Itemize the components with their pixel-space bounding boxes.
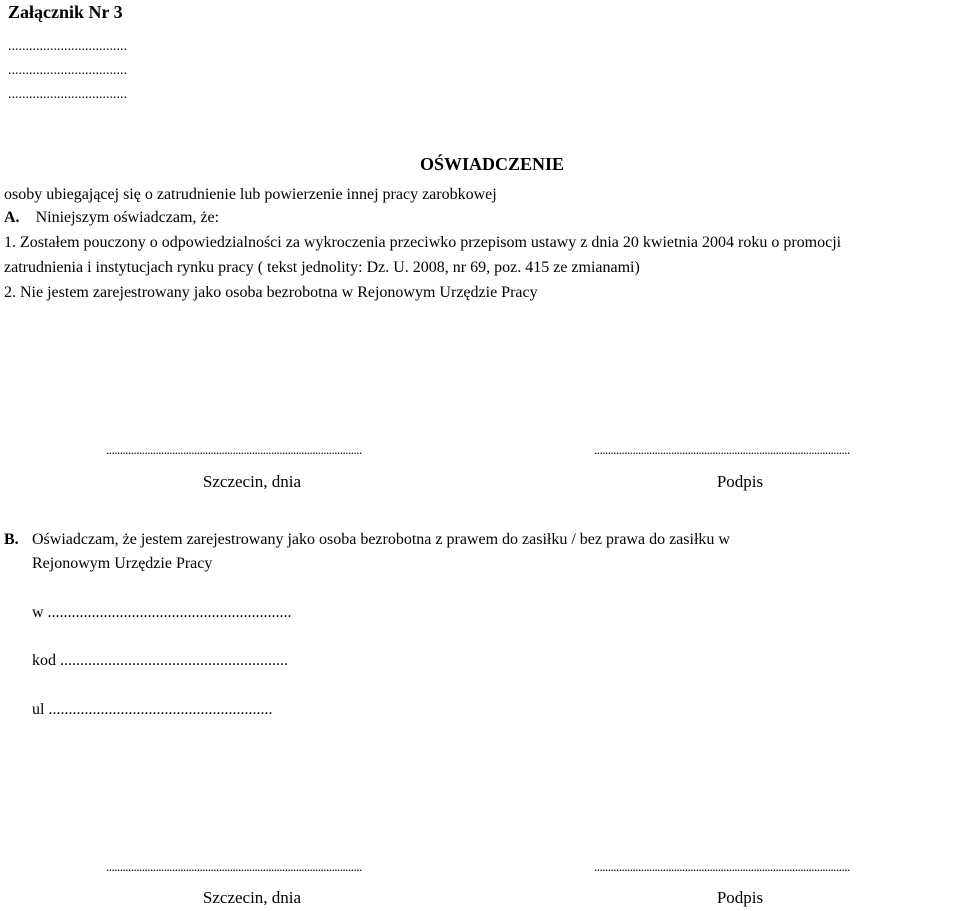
signature-b-date-label: Szczecin, dnia [202,888,302,907]
section-b-text-line2: Rejonowym Urzędzie Pracy [32,555,213,572]
signature-b-date-dots: ............................................................................................. [106,860,362,873]
document-subtitle: osoby ubiegającej się o zatrudnienie lub powierzenie innej pracy zarobkowej [4,186,497,203]
section-b-field-kod: kod ......................................................... [32,652,288,669]
top-dots-line-2: .................................. [8,63,127,78]
signature-a-date-label: Szczecin, dnia [202,472,302,491]
section-a-intro: Niniejszym oświadczam, że: [35,209,220,226]
section-a-item1-line2: zatrudnienia i instytucjach rynku pracy ( tekst jednolity: Dz. U. 2008, nr 69, poz. 415 ze zmianami) [4,259,640,276]
document-title: OŚWIADCZENIE [420,154,565,174]
section-b-field-ul: ul ........................................................ [32,701,273,718]
signature-b-sign-dots: ............................................................................................. [594,860,850,873]
top-dots-line-1: .................................. [8,39,127,54]
signature-a-sign-dots: ............................................................................................. [594,443,850,456]
top-dots-line-3: .................................. [8,87,127,102]
section-a-intro-line [4,210,219,226]
section-a-item2: 2. Nie jestem zarejestrowany jako osoba bezrobotna w Rejonowym Urzędzie Pracy [4,284,538,301]
signature-a-sign-label: Podpis [716,472,764,491]
section-a-item1-line1: 1. Zostałem pouczony o odpowiedzialności za wykroczenia przeciwko przepisom ustawy z dnia 20 kwietnia 2004 roku o promocji [4,234,842,251]
annex-label: Załącznik Nr 3 [8,2,123,22]
section-b-field-w: w ............................................................. [32,604,292,621]
section-a-label: A. [4,209,20,226]
signature-b-sign-label: Podpis [716,888,764,907]
signature-a-date-dots: ............................................................................................. [106,443,362,456]
section-b-text-line1: Oświadczam, że jestem zarejestrowany jako osoba bezrobotna z prawem do zasiłku / bez prawa do zasiłku w [32,531,730,548]
section-b-label: B. [4,531,19,548]
